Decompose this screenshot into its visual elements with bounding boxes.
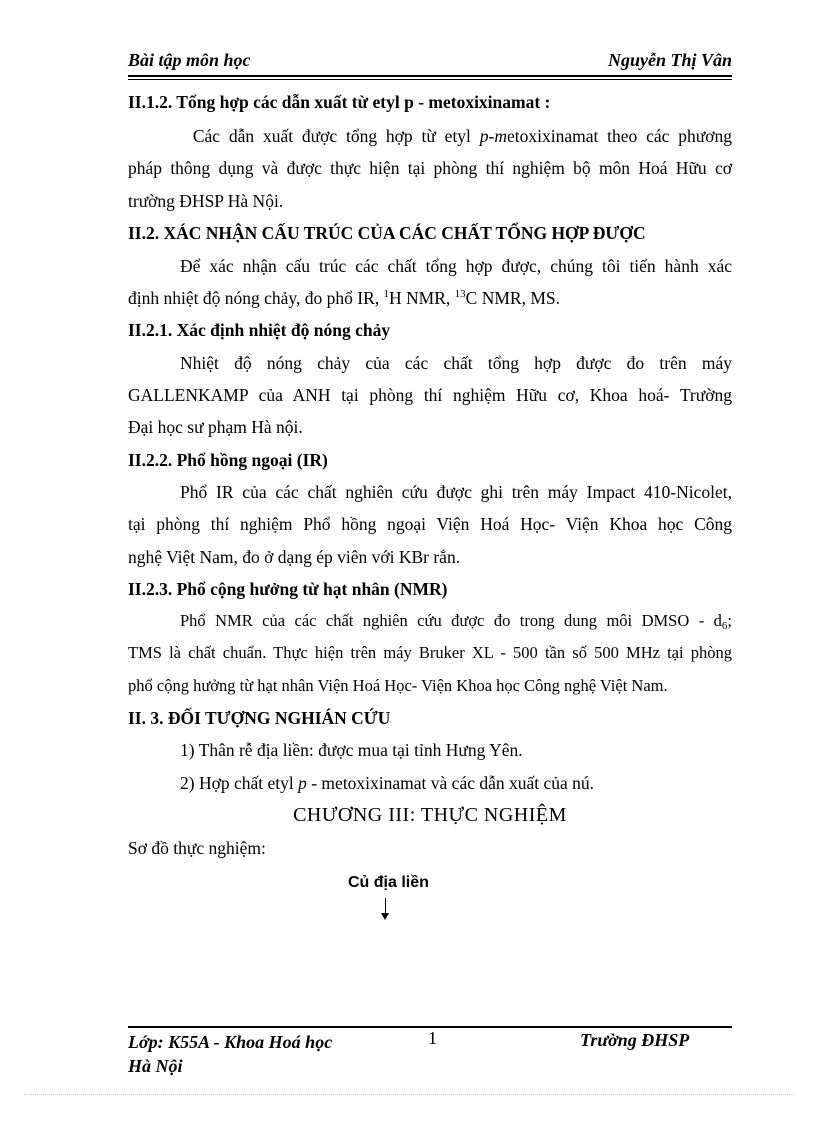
text-span-italic: p-m: [479, 126, 507, 146]
header-author: Nguyễn Thị Vân: [607, 50, 732, 70]
paragraph-line: [128, 611, 732, 632]
text-span: 2) Hợp chất etyl: [180, 773, 299, 793]
text-span: Để xác nhận cấu trúc các chất tổng hợp được, chúng tôi tiến hành xác: [180, 256, 732, 276]
text-span: Phổ IR của các chất nghiên cứu được ghi trên máy Impact 410-Nicolet,: [180, 482, 732, 502]
paragraph-line: [128, 256, 732, 277]
paragraph-line: GALLENKAMP của ANH tại phòng thí nghiệm Hữu cơ, Khoa hoá- Trường: [128, 385, 732, 405]
page-bottom-dotted-border: [24, 1094, 794, 1095]
footer-class-info: [128, 1030, 332, 1078]
paragraph-line: tại phòng thí nghiệm Phổ hồng ngoại Viện Hoá Học- Viện Khoa học Công: [128, 514, 732, 534]
paragraph-line: pháp thông dụng và được thực hiện tại phòng thí nghiệm bộ môn Hoá Hữu cơ: [128, 158, 732, 178]
text-span: ;: [727, 611, 732, 630]
section-heading-2-2-3: II.2.3. Phổ cộng hưởng từ hạt nhân (NMR): [128, 579, 448, 599]
schema-label: Sơ đồ thực nghiệm:: [128, 838, 266, 858]
list-item: 1) Thân rễ địa liền: được mua tại tỉnh Hưng Yên.: [180, 740, 523, 760]
chapter-title-part: : THỰC NGHIỆM: [409, 804, 567, 826]
paragraph-line: phổ cộng hưởng từ hạt nhân Viện Hoá Học- Viện Khoa học Công nghệ Việt Nam.: [128, 676, 668, 695]
page-header: [128, 50, 732, 72]
text-span: Các dẫn xuất được tổng hợp từ etyl: [184, 126, 480, 146]
paragraph-line: trường ĐHSP Hà Nội.: [128, 191, 284, 211]
chapter-title: [128, 804, 732, 827]
text-span: H NMR,: [389, 288, 455, 308]
text-span: etoxixinamat theo các phương: [506, 126, 732, 146]
text-span: C NMR, MS.: [465, 288, 560, 308]
header-rule: [128, 75, 732, 77]
page-number: 1: [428, 1028, 437, 1048]
header-rule-thin: [128, 79, 732, 80]
diagram-node-start: Củ địa liền: [348, 874, 429, 891]
footer-school: Trường ĐHSP: [580, 1030, 690, 1050]
paragraph-line: nghệ Việt Nam, đo ở dạng ép viên với KBr rắn.: [128, 547, 461, 567]
footer-class-line: Lớp: K55A - Khoa Hoá học: [128, 1032, 333, 1052]
text-span: Nhiệt độ nóng chảy của các chất tổng hợp được đo trên máy: [180, 353, 732, 373]
header-course: Bài tập môn học: [128, 50, 251, 70]
paragraph-line: [128, 482, 732, 503]
text-span: - metoxixinamat và các dẫn xuất của nú.: [306, 773, 595, 793]
section-heading-3: II. 3. ĐỐI TƯỢNG NGHIÁN CỨU: [128, 708, 391, 728]
text-span: định nhiệt độ nóng chảy, đo phổ IR,: [128, 288, 384, 308]
paragraph-line: [128, 288, 560, 309]
list-item: [180, 773, 594, 794]
paragraph-line: Đại học sư phạm Hà nội.: [128, 417, 303, 437]
section-heading-2: II.2. XÁC NHẬN CẤU TRÚC CỦA CÁC CHẤT TỔNG HỢP ĐƯỢC: [128, 223, 646, 243]
subscript: 6: [721, 620, 728, 632]
paragraph-line: [128, 126, 732, 147]
diagram-arrow-down-icon: [381, 913, 389, 920]
section-heading-1-1-2: II.1.2. Tổng hợp các dẫn xuất từ etyl p - metoxixinamat :: [128, 92, 551, 112]
paragraph-line: TMS là chất chuẩn. Thực hiện trên máy Bruker XL - 500 tần số 500 MHz tại phòng: [128, 643, 732, 662]
footer-class-line: Hà Nội: [128, 1056, 183, 1076]
section-heading-2-2-2: II.2.2. Phổ hồng ngoại (IR): [128, 450, 328, 470]
paragraph-line: [128, 353, 732, 374]
text-span-italic: p: [298, 773, 307, 793]
text-span: Phổ NMR của các chất nghiên cứu được đo trong dung môi DMSO - d: [180, 611, 722, 630]
superscript: 1: [383, 288, 390, 300]
section-heading-2-2-1: II.2.1. Xác định nhiệt độ nóng chảy: [128, 320, 391, 340]
superscript: 13: [454, 288, 466, 300]
chapter-title-part: CHƯƠNG III: [293, 804, 410, 826]
